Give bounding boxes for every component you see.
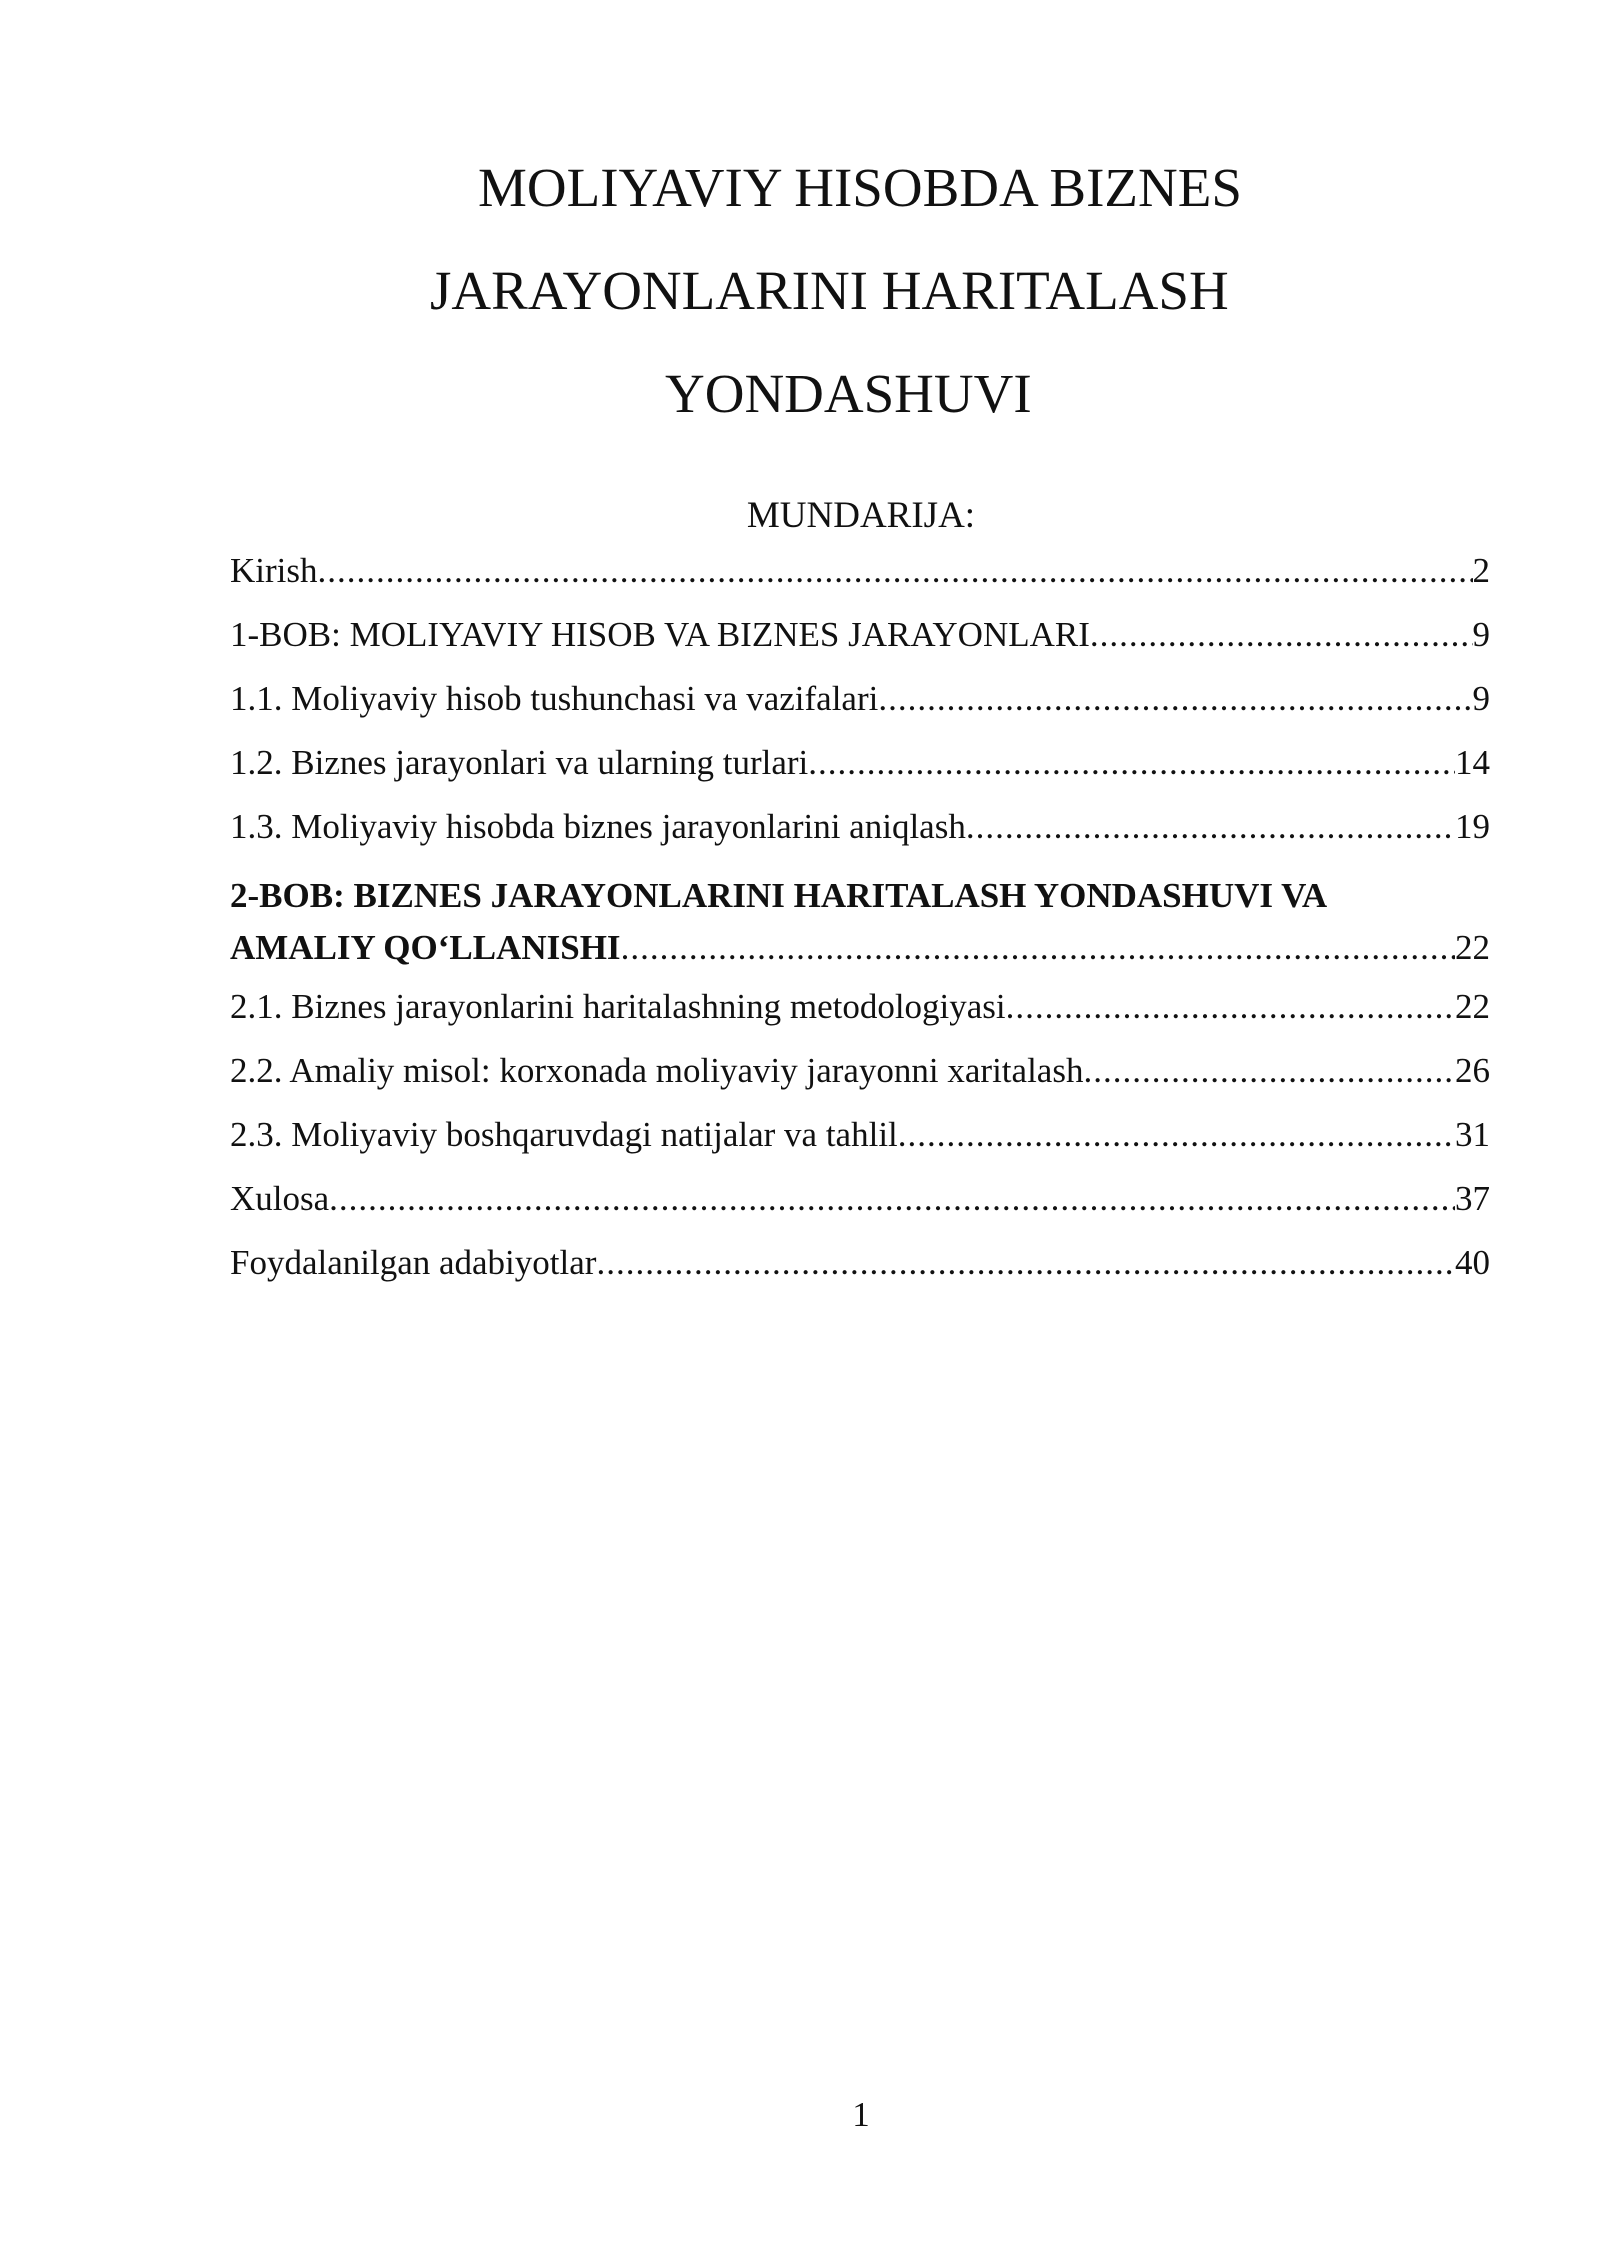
toc-entry-label: 1.1. Moliyaviy hisob tushunchasi va vazifalari [230,679,879,718]
toc-dot-leader [1083,1050,1455,1091]
toc-heading: MUNDARIJA: [746,495,976,536]
toc-dot-leader [318,550,1473,591]
toc-dot-leader [596,1242,1455,1283]
toc-entry-label: Foydalanilgan adabiyotlar [230,1243,597,1282]
toc-entry-page: 31 [1455,1115,1490,1154]
toc-entry-xulosa[interactable] [230,1178,1490,1242]
toc-entry-page: 19 [1455,807,1490,846]
toc-entry-page: 9 [1472,679,1490,718]
toc-entry-label-line-2: AMALIY QO‘LLANISHI [230,928,621,967]
toc-dot-leader [966,806,1455,847]
toc-entry-section-1-1[interactable] [230,678,1490,742]
toc-entry-page: 22 [1455,928,1490,967]
toc-entry-page: 37 [1455,1179,1490,1218]
toc-entry-page: 22 [1455,987,1490,1026]
toc-dot-leader [898,1114,1455,1155]
toc-entry-page: 9 [1472,615,1490,654]
toc-dot-leader [329,1178,1455,1219]
toc-entry-section-2-2[interactable] [230,1050,1490,1114]
document-title-line-2: JARAYONLARINI HARITALASH [430,260,1229,321]
toc-entry-label-line-1: 2-BOB: BIZNES JARAYONLARINI HARITALASH YONDASHUVI VA [230,876,1328,915]
toc-entry-label: 2.3. Moliyaviy boshqaruvdagi natijalar va tahlil [230,1115,898,1154]
toc-entry-section-1-3[interactable] [230,806,1490,870]
toc-dot-leader [1090,614,1473,655]
toc-entry-chapter-1[interactable] [230,614,1490,678]
toc-dot-leader [1006,986,1455,1027]
toc-entry-label: 1.3. Moliyaviy hisobda biznes jarayonlarini aniqlash [230,807,966,846]
toc-entry-label: 2.2. Amaliy misol: korxonada moliyaviy jarayonni xaritalash [230,1051,1084,1090]
toc-entry-label: 1-BOB: MOLIYAVIY HISOB VA BIZNES JARAYONLARI [230,615,1090,654]
toc-entry-section-2-3[interactable] [230,1114,1490,1178]
toc-entry-page: 2 [1472,551,1490,590]
toc-entry-page: 40 [1455,1243,1490,1282]
toc-dot-leader [808,742,1455,783]
toc-dot-leader [878,678,1472,719]
toc-entry-section-1-2[interactable] [230,742,1490,806]
table-of-contents [230,550,1490,1306]
document-title-line-1: MOLIYAVIY HISOBDA BIZNES [478,157,1242,218]
toc-entry-label: Xulosa [230,1179,330,1218]
toc-entry-label: 2.1. Biznes jarayonlarini haritalashning metodologiyasi [230,987,1006,1026]
toc-entry-references[interactable] [230,1242,1490,1306]
document-title-line-3: YONDASHUVI [665,363,1032,424]
toc-entry-label: 1.2. Biznes jarayonlari va ularning turlari [230,743,809,782]
toc-entry-page: 14 [1455,743,1490,782]
page-number: 1 [852,2095,870,2134]
toc-entry-section-2-1[interactable] [230,986,1490,1050]
toc-entry-chapter-2[interactable] [230,870,1490,986]
toc-entry-page: 26 [1455,1051,1490,1090]
toc-entry-label: Kirish [230,551,318,590]
toc-entry-kirish[interactable] [230,550,1490,614]
toc-dot-leader [621,922,1455,974]
